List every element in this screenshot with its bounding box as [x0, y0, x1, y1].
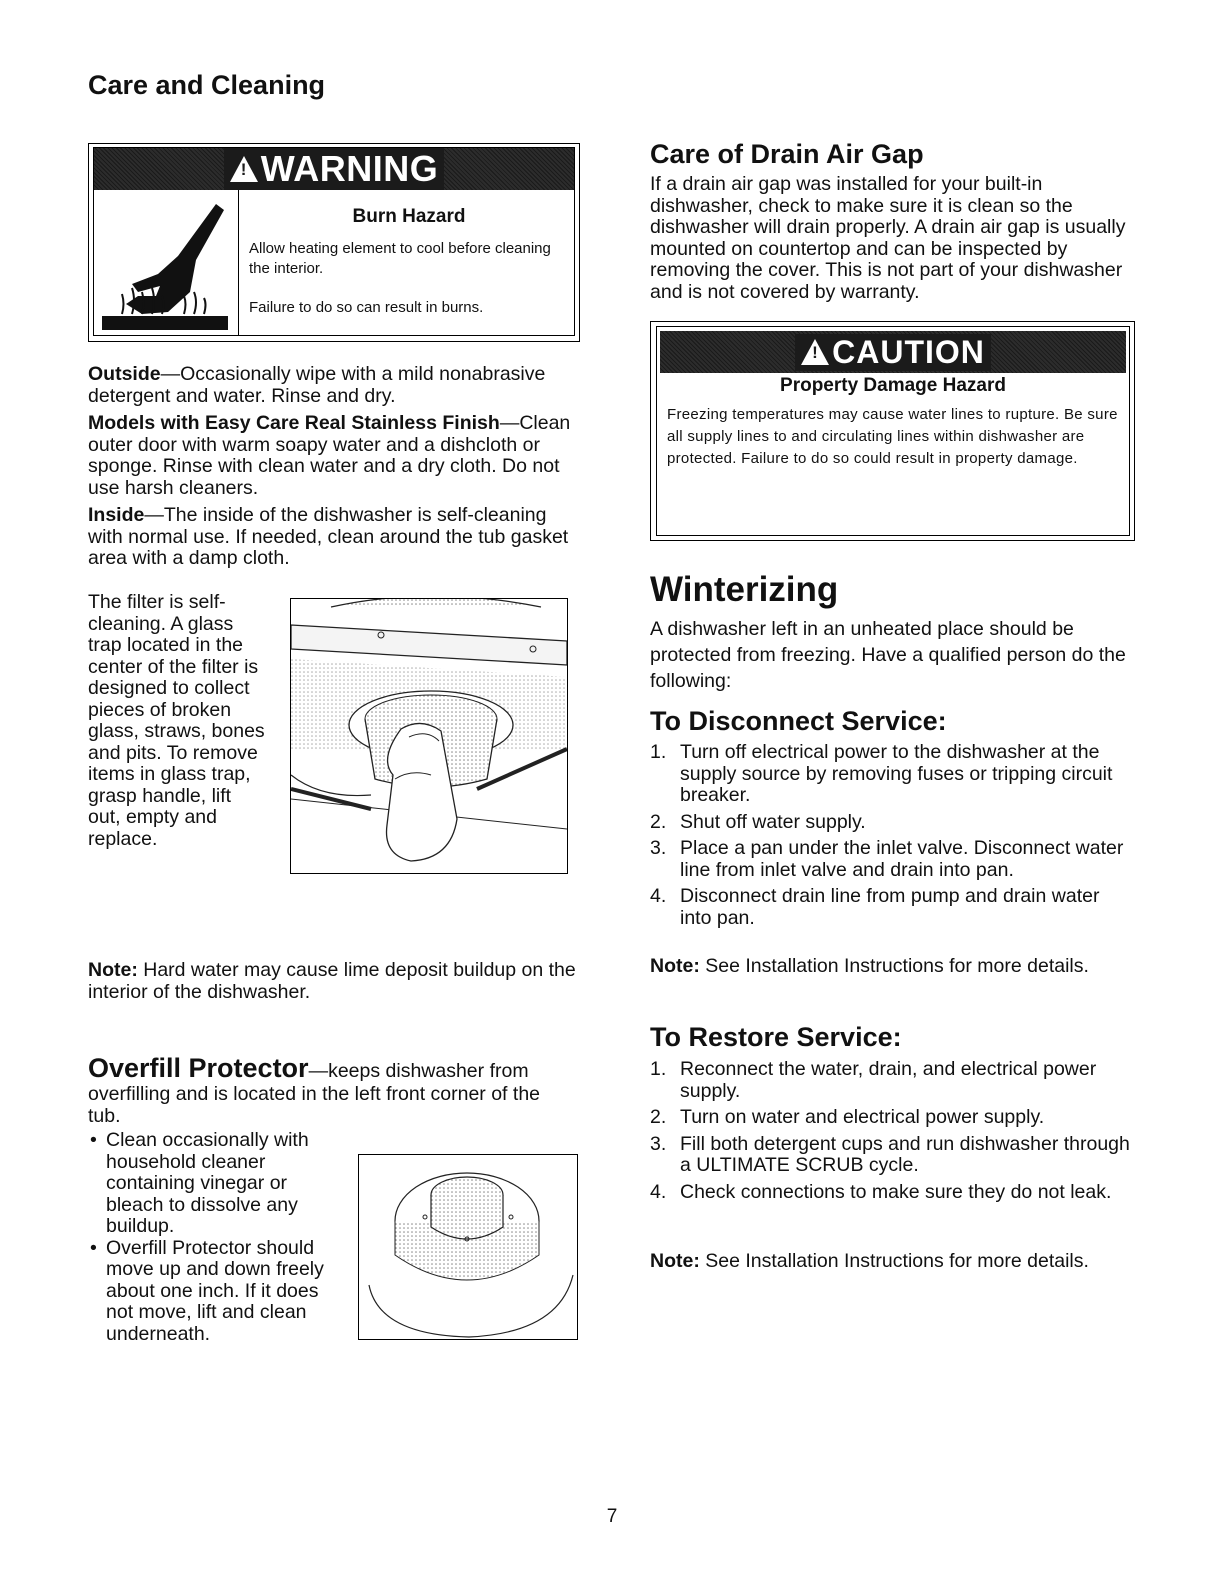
page-title: Care and Cleaning: [88, 70, 326, 100]
step-text: Turn on water and electrical power supply.: [680, 1106, 1045, 1128]
inside-text: —The inside of the dishwasher is self-cleaning with normal use. If needed, clean around the tub gasket area with a damp cloth.: [88, 504, 569, 569]
left-column-text: [88, 364, 578, 570]
list-item: [650, 1107, 1130, 1129]
hard-water-note: [88, 960, 578, 1003]
overfill-title: Overfill Protector: [88, 1053, 309, 1083]
overfill-illustration: [358, 1154, 578, 1340]
winterizing-text: A dishwasher left in an unheated place should be protected from freezing. Have a qualified person do the following:: [650, 618, 1126, 692]
hard-water-note-label: Note:: [88, 959, 138, 981]
page-number: 7: [606, 1506, 618, 1527]
list-item: [650, 812, 1130, 834]
filter-illustration: [290, 598, 568, 874]
burn-hazard-icon: [98, 200, 232, 334]
caution-inner-frame: [656, 326, 1130, 536]
step-text: Disconnect drain line from pump and drain water into pan.: [680, 885, 1100, 929]
overfill-intro: —keeps dishwasher from: [308, 1060, 529, 1082]
outside-label: Outside: [88, 363, 161, 385]
models-paragraph: [88, 413, 578, 499]
step-number: 1.: [650, 1058, 667, 1080]
list-item: [650, 1059, 1130, 1102]
step-number: 3.: [650, 837, 667, 859]
list-item: [88, 1130, 336, 1238]
list-item: [650, 1134, 1130, 1177]
step-number: 4.: [650, 885, 667, 907]
warning-text-burns: Failure to do so can result in burns.: [249, 299, 484, 316]
caution-banner: [660, 331, 1126, 373]
caution-triangle-icon: [801, 339, 829, 365]
bullet-glyph: •: [90, 1129, 97, 1151]
step-number: 2.: [650, 1106, 667, 1128]
outside-paragraph: [88, 364, 578, 407]
inside-paragraph: [88, 505, 578, 570]
step-text: Shut off water supply.: [680, 810, 866, 833]
hard-water-note-text: Hard water may cause lime deposit buildup on the interior of the dishwasher.: [88, 959, 576, 1003]
restore-note-label: Note:: [650, 1250, 700, 1272]
disconnect-title: To Disconnect Service:: [650, 706, 947, 736]
warning-banner: [94, 148, 574, 190]
disconnect-note-text: See Installation Instructions for more details.: [699, 955, 1089, 977]
models-label: Models with Easy Care Real Stainless Finish: [88, 412, 500, 434]
outside-text: —Occasionally wipe with a mild nonabrasive detergent and water. Rinse and dry.: [88, 363, 546, 407]
overfill-text: overfilling and is located in the left front corner of the tub.: [88, 1083, 541, 1127]
disconnect-steps: [650, 742, 1130, 934]
air-gap-text: If a drain air gap was installed for your built-in dishwasher, check to make sure it is clean so the dishwasher will drain properly. A drain air gap is usually mounted on countertop and can be inspected by removing the cover. This is not part of your dishwasher and is not covered by warranty.: [650, 173, 1126, 303]
list-item: [650, 838, 1130, 881]
step-text: Place a pan under the inlet valve. Disconnect water line from inlet valve and drain into pan.: [680, 837, 1124, 881]
list-item: [650, 1182, 1130, 1204]
list-item: [650, 742, 1130, 807]
disconnect-note-label: Note:: [650, 955, 700, 977]
warning-title: Burn Hazard: [352, 206, 466, 227]
filter-paragraph: The filter is self-cleaning. A glass trap located in the center of the filter is designed to collect pieces of broken glass, straws, bones and pits. To remove items in glass trap, grasp handle, lift out, empty and replace.: [88, 591, 265, 850]
disconnect-note: [650, 954, 1110, 978]
filter-drawing: [291, 599, 567, 873]
overfill-drawing: [359, 1155, 577, 1339]
overfill-bullets: [88, 1130, 336, 1345]
warning-box: [88, 143, 580, 342]
warning-label: WARNING: [260, 148, 439, 189]
warning-triangle-icon: [230, 156, 258, 182]
bullet-glyph: •: [90, 1236, 97, 1259]
step-number: 4.: [650, 1180, 667, 1203]
caution-text: Freezing temperatures may cause water lines to rupture. Be sure all supply lines to and circulating lines within dishwasher are protected. Failure to do so could result in property damage.: [667, 406, 1118, 467]
list-item: [650, 886, 1130, 929]
restore-note: [650, 1249, 1110, 1273]
warning-text-cool: Allow heating element to cool before cleaning the interior.: [249, 240, 551, 277]
winterizing-title: Winterizing: [650, 570, 839, 609]
inside-label: Inside: [88, 504, 145, 526]
models-text: —Clean outer door with warm soapy water and a dishcloth or sponge. Rinse with clean water and a dry cloth. Do not use harsh cleaners.: [88, 412, 571, 499]
step-number: 1.: [650, 741, 667, 763]
air-gap-title: Care of Drain Air Gap: [650, 139, 924, 169]
warning-banner-label-wrap: [224, 148, 445, 190]
caution-banner-label-wrap: [795, 334, 991, 371]
overfill-bullet-2: Overfill Protector should move up and down freely about one inch. If it does not move, lift and clean underneath.: [106, 1236, 324, 1345]
step-number: 3.: [650, 1132, 667, 1155]
step-text: Check connections to make sure they do not leak.: [680, 1180, 1112, 1203]
caution-box: [650, 321, 1135, 541]
step-text: Reconnect the water, drain, and electrical power supply.: [680, 1058, 1097, 1102]
step-text: Fill both detergent cups and run dishwasher through a ULTIMATE SCRUB cycle.: [680, 1132, 1130, 1176]
overfill-heading-line: [88, 1053, 578, 1084]
warning-inner-frame: [93, 147, 575, 336]
caution-title: Property Damage Hazard: [780, 375, 1006, 396]
restore-steps: [650, 1059, 1130, 1208]
list-item: [88, 1238, 336, 1346]
restore-title: To Restore Service:: [650, 1022, 902, 1052]
warning-divider: [238, 190, 239, 335]
step-number: 2.: [650, 810, 667, 833]
caution-label: CAUTION: [832, 333, 985, 370]
overfill-bullet-1: Clean occasionally with household cleaner containing vinegar or bleach to dissolve any buildup.: [106, 1129, 309, 1237]
restore-note-text: See Installation Instructions for more details.: [699, 1250, 1089, 1272]
step-text: Turn off electrical power to the dishwasher at the supply source by removing fuses or tripping circuit breaker.: [680, 741, 1113, 806]
